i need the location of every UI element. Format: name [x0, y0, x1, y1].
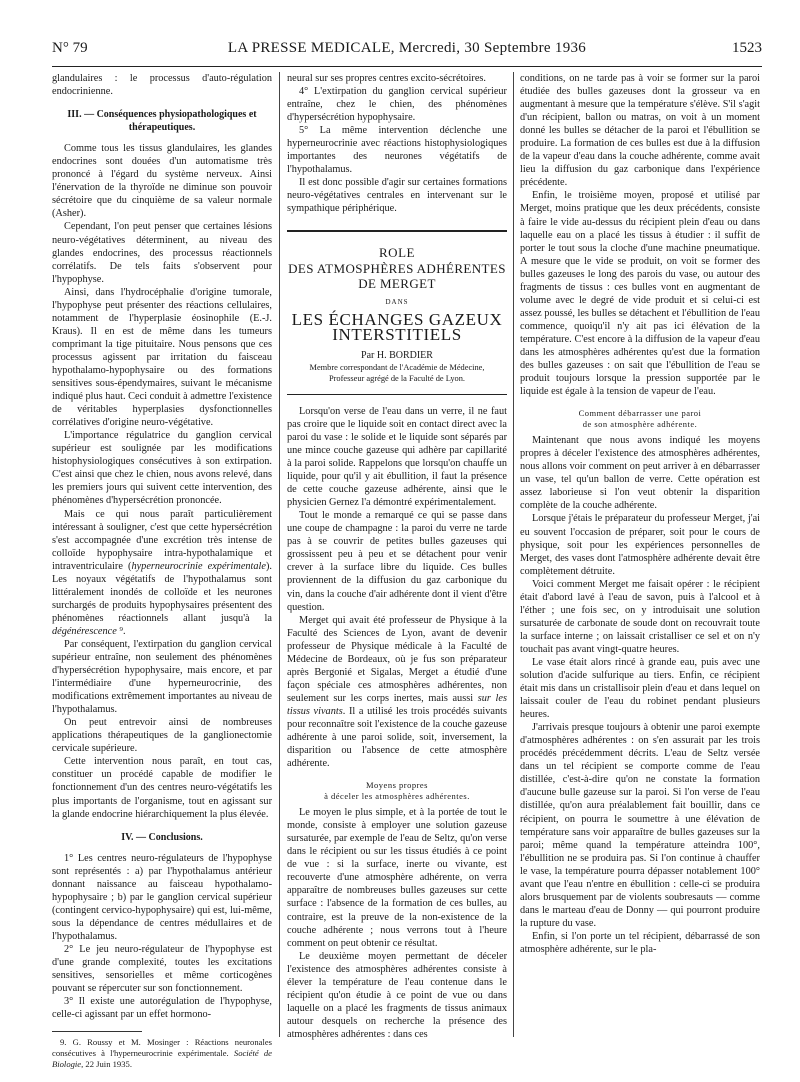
column-2: [287, 72, 507, 1041]
emphasis: sur les tissus vivants: [287, 692, 507, 717]
paragraph: Cependant, l'on peut penser que certaines lésions neuro-végétatives déterminent, au niveau des glandes endocrines, des processus réactionnels corrélatifs. De tels faits s'observent pour l'hypophyse.: [52, 221, 272, 285]
author-affiliation: Membre correspondant de l'Académie de Médecine,: [309, 362, 485, 372]
paragraph: Il est donc possible d'agir sur certaines formations neuro-végétatives centrales en intervenant sur le sympathique périphérique.: [287, 177, 507, 215]
paragraph: 4° L'extirpation du ganglion cervical supérieur entraîne, chez le chien, des phénomènes d'hypersécrétion hypophysaire.: [287, 86, 507, 124]
footnote: 9. G. Roussy et M. Mosinger : Réactions neuronales consécutives à l'hyperneurocrinie expérimentale. Société de Biologie, 22 Juin 1935.: [52, 1037, 272, 1070]
paragraph: Voici comment Merget me faisait opérer : le récipient était d'abord lavé à l'eau de savon, puis à l'alcool et à l'éther ; une fois sec, on y introduisait une solution sursaturée de carbonate de soude dont on recouvrait toute la surface interne ; on laissait cristalliser ce sel et on n'y touchait pas avant vingt-quatre heures.: [520, 578, 760, 655]
emphasis: dégénérescence: [52, 625, 117, 637]
paragraph: Mais ce qui nous paraît particulièrement intéressant à souligner, c'est que cette hypersécrétion s'est accompagnée d'une excrétion très intense de colloïde hypophysaire intra-hypothalamique et intraventriculaire (hyperneurocrinie expérimentale). Les noyaux végétatifs de l'hypothalamus sont littéralement inondés de colloïde et les neurones surchargés de produits hypophysaires présentent des phénomènes réactionnels allant jusqu'à la dégénérescence ⁹.: [52, 508, 273, 637]
paragraph: Enfin, le troisième moyen, proposé et utilisé par Merget, moins pratique que les deux précédents, consiste à faire le vide au-dessus du récipient plein d'eau ou dans laquelle eau on a placé les tissus à étudier : il suffit de porter le tout sous la cloche d'une machine pneumatique. A mesure que le vide se produit, on voit se former des bulles gazeuses le long des parois du vase, ou autour des fragments de tissus : ces bulles vont en augmentant de volume avec le degré de vide produit et si celui-ci est assez poussé, les bulles se détachent et l'ébullition de l'eau commence, quoiqu'il n'y ait pas ici élévation de la température. C'est encore à la diffusion de la vapeur d'eau dans les atmosphères adhérentes qu'est due la formation des bulles gazeuses : on sait que l'ébullition de l'eau se produit toujours lorsque la pression supportée par le liquide est égale à la tension de vapeur de l'eau.: [520, 190, 760, 398]
title-rule: [287, 230, 507, 232]
paragraph: neural sur ses propres centres excito-sécrétoires.: [287, 73, 486, 84]
paragraph: Par conséquent, l'extirpation du ganglion cervical supérieur entraîne, non seulement des phénomènes d'hypersécrétion hypophysaire, mais encore, et par l'intermédiaire d'une hyperneurocrinie, des modifications extrêmement importantes au niveau de l'hypothalamus.: [52, 638, 272, 716]
page-header: [52, 40, 762, 64]
article-title-line: DANS: [385, 297, 409, 306]
article-title-block: [287, 230, 507, 395]
page-number: 1523: [732, 40, 762, 56]
article-title-line: INTERSTITIELS: [332, 324, 462, 344]
column-1: [52, 72, 272, 1070]
paragraph: L'importance régulatrice du ganglion cervical supérieur est soulignée par les modifications histophysiologiques consécutives à son extirpation. C'est ainsi que chez le chien, nous avons relevé, dans les premiers jours qui suivent cette intervention, des phénomènes d'hypersécrétion prononcée.: [52, 430, 272, 507]
paragraph: 1° Les centres neuro-régulateurs de l'hypophyse sont représentés : a) par l'hypothalamus antérieur donnant naissance au faisceau hypothalamo-hypophysaire ; b) par le ganglion cervical supérieur (contingent cervico-hypophysaire) qui est, lui-même, sous la dépendance de centres médullaires et de l'hypothalamus.: [52, 852, 272, 942]
paragraph: Lorsque j'étais le préparateur du professeur Merget, j'ai eu souvent l'occasion de préparer, soit pour le cours de physique, soit pour les expériences personnelles de Merget, des vases dont l'atmosphère adhérente devait être complètement détruite.: [520, 513, 760, 577]
paragraph: J'arrivais presque toujours à obtenir une paroi exempte d'atmosphères adhérentes : on s'en assurait par les trois procédés précédemment décrits. L'eau de Seltz versée dans un tel récipient se comporte comme de l'eau distillée, c'est-à-dire qu'on ne constate la formation d'aucune bulle gazeuse sur la paroi. Si l'on verse de l'eau distillée, qu'on aura préalablement fait bouillir, dans ce récipient, on pourra le soumettre à une élévation de température sans voir apparaître de bulles gazeuses sur la paroi; même quand la température atteindra 100°, l'ébullition ne se produira pas. Si l'on continue à chauffer le vase, la température pourra dépasser notablement 100° avant que l'eau n'entre en ébullition : celle-ci se produira alors brusquement par de violents soubresauts — comme dans le marteau d'eau de Donny — qui pourront produire la rupture du vase.: [520, 722, 760, 929]
paragraph: Merget qui avait été professeur de Physique à la Faculté des Sciences de Lyon, avant de devenir professeur de Physique médicale à la Faculté de Médecine de Bordeaux, où je fus son préparateur après Bergonié et Sigalas, Merget a étudié d'une façon spéciale ces atmosphères adhérentes, non seulement sur les corps inertes, mais aussi sur les tissus vivants. Il a utilisé les trois procédés suivants pour reconnaître soit l'existence de la couche gazeuse adhérente à une paroi solide, soit, inversement, la disparition ou l'absence de cette atmosphère adhérente.: [287, 614, 507, 770]
issue-number: N° 79: [52, 40, 88, 56]
header-rule: [52, 66, 762, 67]
article-title-line: ROLE: [379, 244, 415, 260]
article-title-line: DE MERGET: [358, 275, 436, 291]
paragraph: Comme tous les tissus glandulaires, les glandes endocrines sont douées d'un automatisme très prononcé à l'égard du système nerveux. Ainsi l'énervation de la thyroïde ne diminue son pouvoir sécrétoire que du cinquième de sa valeur normale (Asher).: [52, 143, 272, 220]
paragraph: Cette intervention nous paraît, en tout cas, constituer un procédé capable de modifier le fonctionnement d'un des centres neuro-végétatifs les plus importants de l'organisme, tout en agissant sur la glande endocrine hiérarchiquement la plus élevée.: [52, 756, 272, 820]
paragraph: Maintenant que nous avons indiqué les moyens propres à déceler l'existence des atmosphères adhérentes, nous allons voir comment on peut arriver à en débarrasser un vase, tel qu'un ballon de verre. Cette opération est assez laborieuse si l'on veut obtenir la disparition complète de la couche adhérente.: [520, 435, 760, 512]
author-byline: Par H. BORDIER: [361, 349, 433, 361]
subheading: Comment débarrasser une paroi de son atmosphère adhérente.: [578, 408, 702, 430]
paragraph: Le vase était alors rincé à grande eau, puis avec une solution d'acide sulfurique au tiers. Enfin, ce récipient était mis dans un cristallisoir plein d'eau et dans lequel on laissait couler de l'eau du robinet pendant plusieurs heures.: [520, 656, 760, 721]
column-divider: [513, 72, 514, 1037]
column-3: [520, 72, 760, 956]
author-affiliation: Professeur agrégé de la Faculté de Lyon.: [328, 373, 466, 383]
title-rule: [287, 394, 507, 395]
emphasis: hyperneurocrinie expérimentale: [131, 560, 266, 572]
paragraph: Tout le monde a remarqué ce qui se passe dans une coupe de champagne : la paroi du verre ne tarde pas à se couvrir de petites bulles gazeuses qui grossissent peu à peu et se détachent pour venir crever à la surface libre du liquide. Ces bulles proviennent de la diffusion du gaz carbonique du vin, dans la couche d'air adhérente dont il vient d'être question.: [287, 510, 507, 613]
paragraph: 3° Il existe une autorégulation de l'hypophyse, celle-ci agissant par un effet hormono-: [52, 996, 272, 1021]
column-divider: [279, 72, 280, 1037]
footnote-rule: [52, 1031, 142, 1032]
paragraph: Ainsi, dans l'hydrocéphalie d'origine tumorale, l'hypophyse peut présenter des réactions cellulaires, notamment de l'hyperplasie éosinophile (E.-J. Kraus). Il en est de même dans les tumeurs comprimant la tige pituitaire. Nous pensons que ces processus agissent par irritation du faisceau hypothalamo-hypophysaire ou des formations sensitives sous-épendymaires, suivant le mécanisme indiqué plus haut. Ceci conduit à admettre l'existence de véritables hyperplasies dysfonctionnelles corrélatives d'origine neuro-végétative.: [52, 286, 272, 429]
paragraph: Le moyen le plus simple, et à la portée de tout le monde, consiste à employer une solution gazeuse sursaturée, par exemple de l'eau de Seltz, qu'on verse dans le récipient ou sur les tissus étudiés à ce point de vue : si la surface, inerte ou vivante, est recouverte d'une atmosphère adhérente, on verra apparaître de nombreuses bulles gazeuses sur cette surface : l'absence de la formation de ces bulles, au contraire, est la preuve de la non-existence de la couche adhérente ; nous verrons tout à l'heure comment on peut obtenir ce résultat.: [287, 807, 507, 949]
paragraph: 5° La même intervention déclenche une hyperneurocrinie avec réactions histophysiologiques importantes des neurones végétatifs de l'hypothalamus.: [287, 125, 507, 176]
subheading: Moyens propres à déceler les atmosphères adhérentes.: [324, 780, 470, 802]
paragraph: Le deuxième moyen permettant de déceler l'existence des atmosphères adhérentes consiste à élever la température de l'eau contenue dans le récipient qu'on étudie à ce point de vue ou dans laquelle on a placé les fragments de tissus animaux autour desquels on recherche la présence des atmosphères adhérentes : dans ces: [287, 950, 507, 1040]
paragraph: glandulaires : le processus d'auto-régulation endocrinienne.: [52, 73, 272, 98]
paragraph: Enfin, si l'on porte un tel récipient, débarrassé de son atmosphère adhérente, sur le pla-: [520, 930, 760, 955]
article-title-line: DES ATMOSPHÈRES ADHÉRENTES: [288, 260, 506, 276]
section-heading: IV. — Conclusions.: [121, 831, 203, 843]
article-title-line: LES ÉCHANGES GAZEUX: [291, 309, 503, 329]
section-heading: III. — Conséquences physiopathologiques et thérapeutiques.: [67, 109, 257, 134]
paragraph: 2° Le jeu neuro-régulateur de l'hypophyse est d'une grande complexité, toutes les excitations sensitives, sensorielles et même corticogènes pouvant se répercuter sur son fonctionnement.: [52, 944, 272, 995]
paragraph: conditions, on ne tarde pas à voir se former sur la paroi étudiée des bulles gazeuses dont la grosseur va en augmentant à mesure que la température s'élève. S'il s'agit d'un récipient, ballon ou matras, on voit à un moment donné les bulles se détacher de la paroi et l'ébullition se produire. La formation de ces bulles est due à la diffusion de la vapeur d'eau dans la couche adhérente, comme avait lieu la diffusion du gaz carbonique dans l'expérience précédente.: [520, 73, 760, 189]
paragraph: Lorsqu'on verse de l'eau dans un verre, il ne faut pas croire que le liquide soit en contact direct avec la paroi du vase : le solide et le liquide sont séparés par une mince couche gazeuse qui adhère par capillarité à la paroi solide. Rappelons que lorsqu'on chauffe un liquide, pour qu'il y ait ébullition, il faut la présence de cette couche gazeuse adhérente, ainsi que le physicien Gernez l'a démontré expérimentalement.: [287, 405, 507, 509]
paragraph: On peut entrevoir ainsi de nombreuses applications thérapeutiques de la ganglionectomie cervicale supérieure.: [52, 717, 272, 755]
journal-title: LA PRESSE MEDICALE, Mercredi, 30 Septembre 1936: [227, 40, 587, 56]
